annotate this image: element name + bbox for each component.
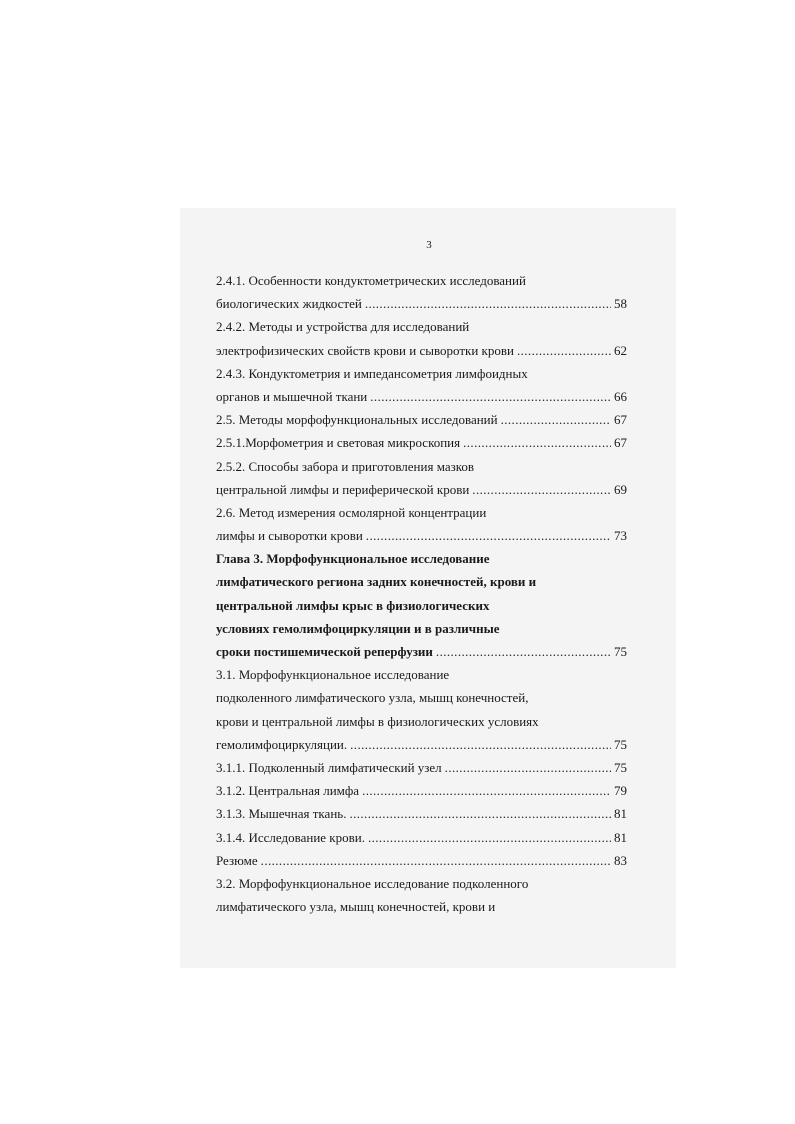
toc-entry-title: крови и центральной лимфы в физиологических условиях bbox=[216, 713, 539, 729]
toc-entry-page-number: 73 bbox=[614, 528, 627, 544]
dot-leader bbox=[463, 431, 611, 454]
toc-entry-title: условиях гемолимфоциркуляции и в различные bbox=[216, 620, 500, 636]
toc-entry bbox=[216, 826, 627, 849]
toc-entry bbox=[216, 431, 627, 454]
toc-line bbox=[216, 872, 627, 895]
dot-leader bbox=[349, 802, 611, 825]
toc-line bbox=[216, 501, 627, 524]
toc-entry bbox=[216, 339, 627, 362]
toc-entry-title: 2.4.2. Методы и устройства для исследований bbox=[216, 319, 470, 335]
toc-entry-title: 2.6. Метод измерения осмолярной концентрации bbox=[216, 504, 487, 520]
toc-line bbox=[216, 570, 627, 593]
toc-entry-title: 2.4.3. Кондуктометрия и импедансометрия лимфоидных bbox=[216, 365, 528, 381]
toc-line bbox=[216, 594, 627, 617]
toc-line bbox=[216, 269, 627, 292]
toc-entry-title: органов и мышечной ткани bbox=[216, 388, 368, 404]
toc-entry-title: биологических жидкостей bbox=[216, 296, 362, 312]
toc-entry-title: 3.1. Морфофункциональное исследование bbox=[216, 667, 450, 683]
toc-line bbox=[216, 617, 627, 640]
toc-entry-title: лимфатического узла, мышц конечностей, крови и bbox=[216, 899, 496, 915]
dot-leader bbox=[261, 849, 611, 872]
toc-entry-page-number: 79 bbox=[614, 783, 627, 799]
dot-leader bbox=[370, 385, 611, 408]
toc-entry-title: 2.5.1.Морфометрия и световая микроскопия bbox=[216, 435, 461, 451]
toc-entry bbox=[216, 756, 627, 779]
toc-entry-title: 3.1.3. Мышечная ткань. bbox=[216, 806, 347, 822]
toc-line bbox=[216, 663, 627, 686]
toc-entry-title: подколенного лимфатического узла, мышц конечностей, bbox=[216, 690, 529, 706]
toc-entry-title: лимфатического региона задних конечностей, крови и bbox=[216, 574, 537, 590]
toc-line bbox=[216, 362, 627, 385]
dot-leader bbox=[517, 339, 611, 362]
toc-entry-title: 3.1.4. Исследование крови. bbox=[216, 829, 365, 845]
toc-entry bbox=[216, 849, 627, 872]
toc-entry-page-number: 69 bbox=[614, 481, 627, 497]
toc-entry-title: 2.5. Методы морфофункциональных исследований bbox=[216, 412, 498, 428]
toc-entry-title: Глава 3. Морфофункциональное исследование bbox=[216, 551, 490, 567]
toc-entry bbox=[216, 408, 627, 431]
toc-entry-title: лимфы и сыворотки крови bbox=[216, 528, 363, 544]
dot-leader bbox=[368, 826, 611, 849]
toc-line bbox=[216, 547, 627, 570]
toc-entry-title: центральной лимфы крыс в физиологических bbox=[216, 597, 490, 613]
dot-leader bbox=[472, 478, 611, 501]
toc-entry-title: гемолимфоциркуляции. bbox=[216, 736, 348, 752]
toc-entry-page-number: 58 bbox=[614, 296, 627, 312]
toc-entry bbox=[216, 640, 627, 663]
toc-entry-title: 3.2. Морфофункциональное исследование подколенного bbox=[216, 875, 529, 891]
toc-entry bbox=[216, 385, 627, 408]
toc-line bbox=[216, 710, 627, 733]
dot-leader bbox=[445, 756, 611, 779]
dot-leader bbox=[365, 292, 611, 315]
table-of-contents bbox=[216, 269, 627, 918]
toc-entry-title: центральной лимфы и периферической крови bbox=[216, 481, 470, 497]
dot-leader bbox=[362, 779, 611, 802]
toc-entry-title: 2.5.2. Способы забора и приготовления мазков bbox=[216, 458, 475, 474]
toc-entry-page-number: 62 bbox=[614, 342, 627, 358]
toc-entry bbox=[216, 478, 627, 501]
toc-line bbox=[216, 686, 627, 709]
toc-entry-page-number: 81 bbox=[614, 806, 627, 822]
toc-line bbox=[216, 315, 627, 338]
toc-entry bbox=[216, 733, 627, 756]
toc-entry bbox=[216, 524, 627, 547]
toc-entry-page-number: 67 bbox=[614, 412, 627, 428]
toc-entry-title: сроки постишемической реперфузии bbox=[216, 644, 433, 659]
toc-entry-page-number: 66 bbox=[614, 388, 627, 404]
toc-line bbox=[216, 895, 627, 918]
toc-entry bbox=[216, 292, 627, 315]
toc-entry-page-number: 67 bbox=[614, 435, 627, 451]
toc-entry-page-number: 75 bbox=[614, 736, 627, 752]
toc-entry-title: 3.1.2. Центральная лимфа bbox=[216, 783, 360, 799]
toc-entry bbox=[216, 779, 627, 802]
toc-entry-page-number: 81 bbox=[614, 829, 627, 845]
dot-leader bbox=[436, 640, 611, 663]
toc-entry-title: Резюме bbox=[216, 852, 258, 868]
toc-entry-title: 3.1.1. Подколенный лимфатический узел bbox=[216, 759, 442, 775]
dot-leader bbox=[350, 733, 611, 756]
toc-entry-page-number: 83 bbox=[614, 852, 627, 868]
toc-entry-title: 2.4.1. Особенности кондуктометрических исследований bbox=[216, 273, 526, 288]
dot-leader bbox=[366, 524, 611, 547]
toc-entry-page-number: 75 bbox=[614, 759, 627, 775]
toc-entry-page-number: 75 bbox=[614, 644, 627, 659]
toc-entry-title: электрофизических свойств крови и сыворотки крови bbox=[216, 342, 514, 358]
toc-line bbox=[216, 455, 627, 478]
page-number: 3 bbox=[426, 239, 432, 251]
dot-leader bbox=[501, 408, 611, 431]
toc-entry bbox=[216, 802, 627, 825]
